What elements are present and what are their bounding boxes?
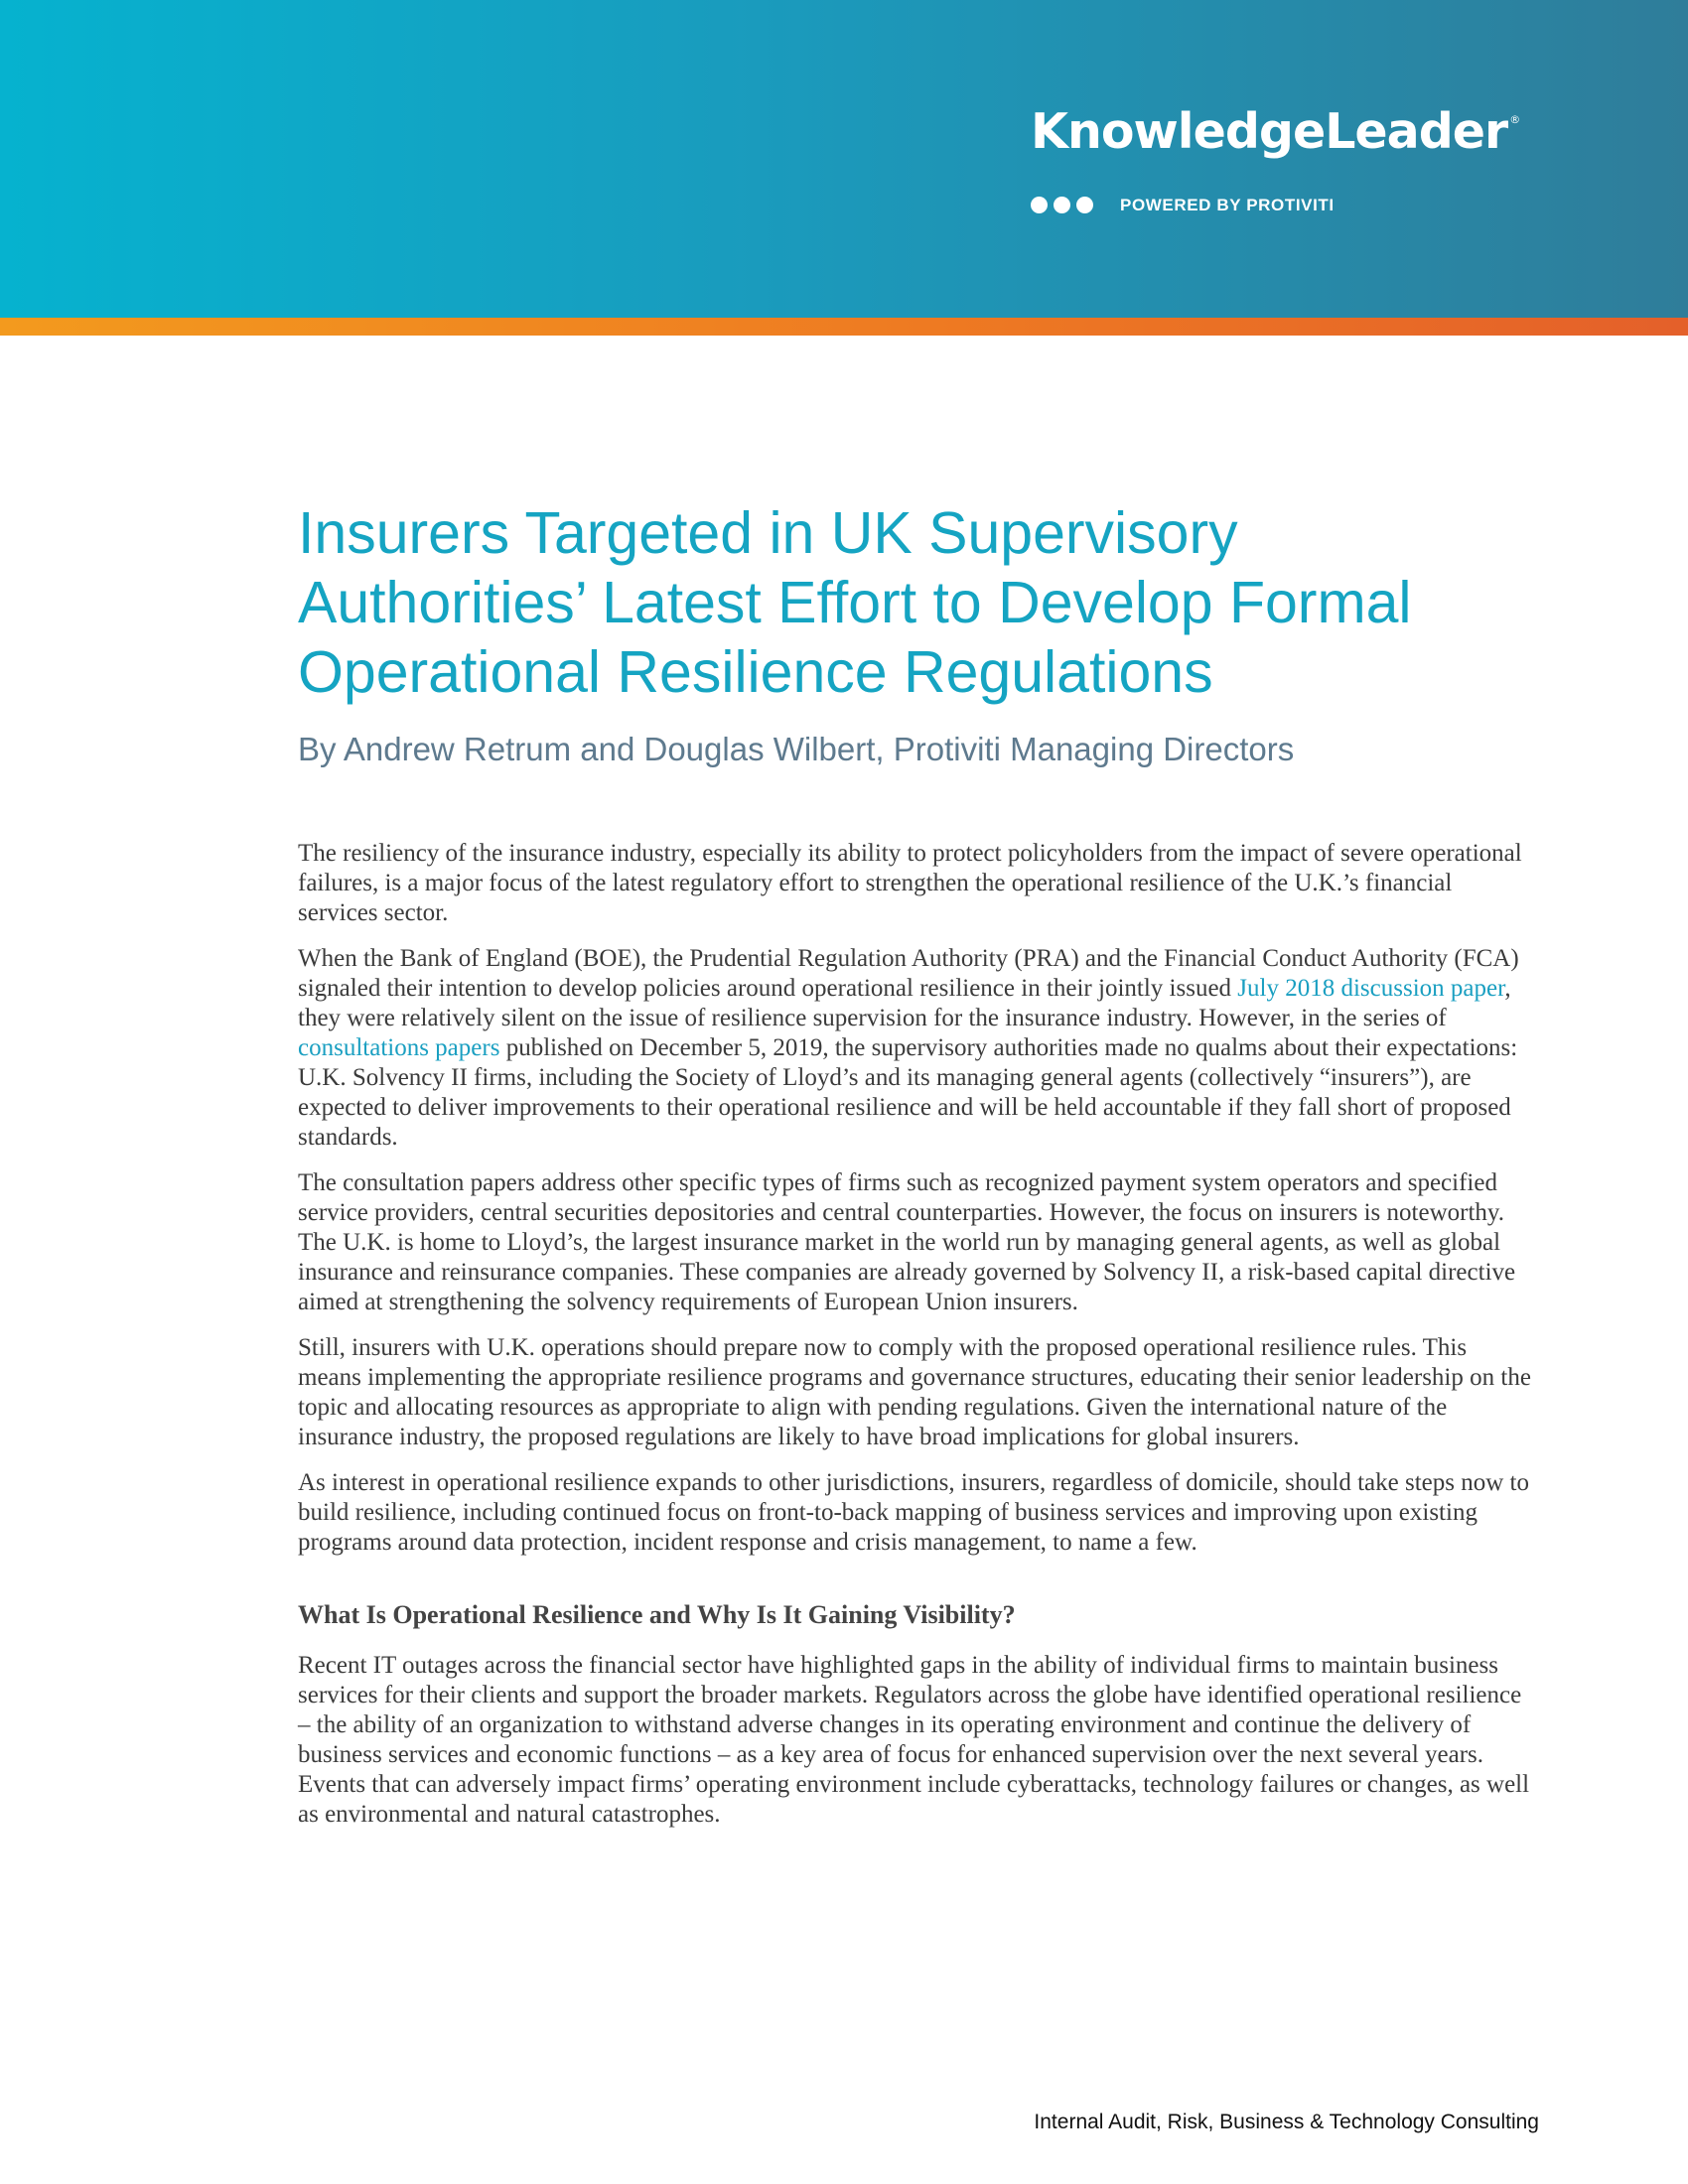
title-line: Insurers Targeted in UK Supervisory — [298, 500, 1238, 566]
header-accent-stripe — [0, 318, 1688, 336]
title-line: Operational Resilience Regulations — [298, 639, 1213, 705]
knowledgeleader-logo — [1031, 103, 1567, 222]
registered-mark: ® — [1509, 113, 1520, 126]
article-body — [298, 839, 1534, 1845]
paragraph: Still, insurers with U.K. operations should prepare now to comply with the proposed operational resilience rules. This means implementing the appropriate resilience programs and governance structures, educating their senior leadership on the topic and allocating resources as appropriate to align with pending regulations. Given the international nature of the insurance industry, the proposed regulations are likely to have broad implications for global insurers. — [298, 1334, 1531, 1450]
logo-dot-icon — [1031, 197, 1048, 213]
logo-dot-icon — [1054, 197, 1070, 213]
paragraph-text: , they were relatively silent on the issue of resilience supervision for the insurance industry. However, in the series of — [298, 975, 1511, 1031]
paragraph: The consultation papers address other specific types of firms such as recognized payment system operators and specified service providers, central securities depositories and central counterparties. However, the focus on insurers is noteworthy. The U.K. is home to Lloyd’s, the largest insurance market in the world run by managing general agents, as well as global insurance and reinsurance companies. These companies are already governed by Solvency II, a risk-based capital directive aimed at strengthening the solvency requirements of European Union insurers. — [298, 1169, 1516, 1315]
paragraph: The resiliency of the insurance industry, especially its ability to protect policyholders from the impact of severe operational failures, is a major focus of the latest regulatory effort to strengthen the operational resilience of the U.K.’s financial services sector. — [298, 840, 1522, 926]
byline: By Andrew Retrum and Douglas Wilbert, Protiviti Managing Directors — [298, 731, 1295, 767]
consultation-papers-link[interactable]: consultations papers — [298, 1034, 500, 1061]
logo-dots-icon — [1031, 197, 1100, 214]
document-title — [298, 498, 1489, 707]
paragraph: Recent IT outages across the financial sector have highlighted gaps in the ability of individual firms to maintain business services for their clients and support the broader markets. Regulators across the globe have identified operational resilience – the ability of an organization to withstand adverse changes in its operating environment and continue the delivery of business services and economic functions – as a key area of focus for enhanced supervision over the next several years. Events that can adversely impact firms’ operating environment include cyberattacks, technology failures or changes, as well as environmental and natural catastrophes. — [298, 1652, 1530, 1828]
paragraph: As interest in operational resilience expands to other jurisdictions, insurers, regardless of domicile, should take steps now to build resilience, including continued focus on front-to-back mapping of business services and improving upon existing programs around data protection, incident response and crisis management, to name a few. — [298, 1469, 1529, 1556]
footer-tagline: Internal Audit, Risk, Business & Technology Consulting — [1034, 2111, 1539, 2133]
title-line: Authorities’ Latest Effort to Develop Formal — [298, 570, 1412, 635]
logo-text: KnowledgeLeader — [1031, 103, 1508, 160]
powered-by-label: POWERED BY PROTIVITI — [1120, 196, 1335, 214]
paragraph — [298, 944, 1534, 1153]
logo-dot-icon — [1076, 197, 1093, 213]
logo-wordmark — [1031, 103, 1520, 160]
paragraph-text: When the Bank of England (BOE), the Prudential Regulation Authority (PRA) and the Financial Conduct Authority (FCA) signaled their intention to develop policies around operational resilience in their jointly issued — [298, 945, 1519, 1002]
section-heading: What Is Operational Resilience and Why Is It Gaining Visibility? — [298, 1600, 1016, 1629]
paragraph-text: published on December 5, 2019, the supervisory authorities made no qualms about their expectations: U.K. Solvency II firms, including the Society of Lloyd’s and its managing general agents (collectively “insurers”), are expected to deliver improvements to their operational resilience and will be held accountable if they fall short of proposed standards. — [298, 1034, 1518, 1151]
discussion-paper-link[interactable]: July 2018 discussion paper — [1237, 975, 1505, 1002]
